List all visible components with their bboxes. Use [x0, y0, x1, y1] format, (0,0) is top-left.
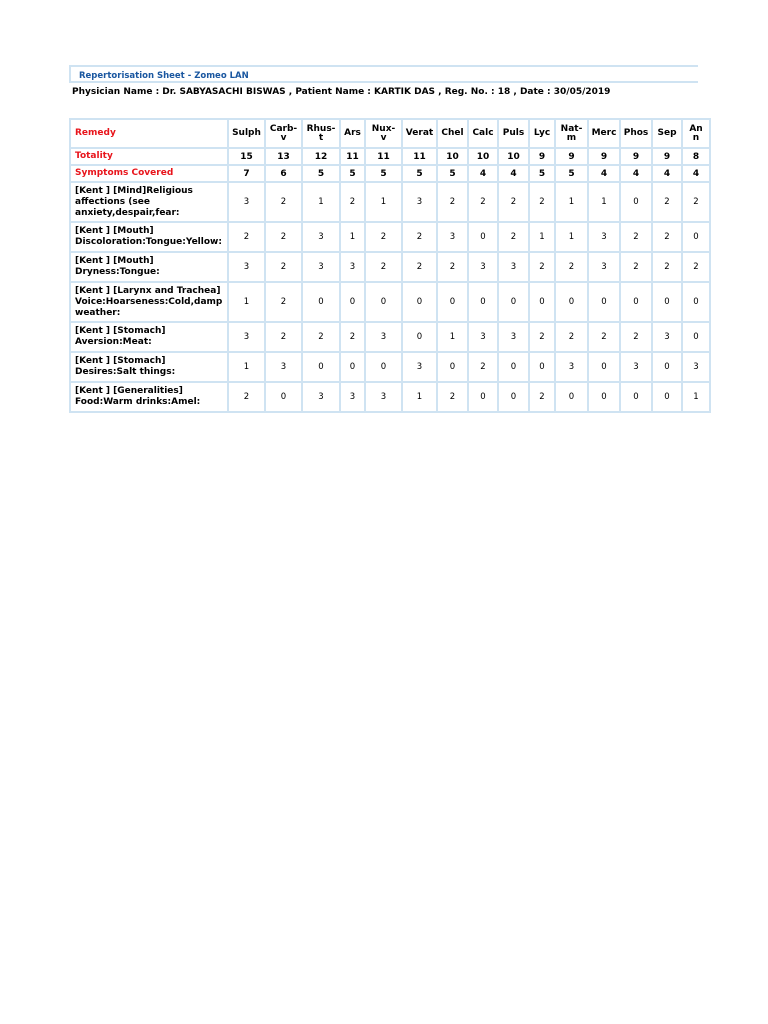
- rubric-grade: 3: [340, 382, 365, 412]
- rubric-grade: 0: [365, 282, 402, 322]
- rubric-grade: 1: [555, 182, 588, 222]
- remedy-name: [437, 119, 468, 148]
- rubric-grade: 3: [588, 252, 620, 282]
- rubric-label: [70, 252, 228, 282]
- remedy-name: [468, 119, 498, 148]
- remedy-name: [402, 119, 437, 148]
- rubric-grade: 0: [620, 182, 652, 222]
- symptoms-covered-value: 7: [228, 165, 265, 182]
- rubric-grade: 0: [620, 382, 652, 412]
- remedy-name-line: v: [280, 132, 287, 143]
- rubric-grade: 2: [402, 222, 437, 252]
- rubric-label-line: Aversion:Meat:: [75, 337, 152, 347]
- rubric-grade: 3: [468, 322, 498, 352]
- rubric-grade: 2: [529, 322, 555, 352]
- remedy-name-line: Ars: [344, 128, 361, 138]
- remedy-name: [365, 119, 402, 148]
- symptoms-covered-value: 5: [555, 165, 588, 182]
- remedy-name: [265, 119, 302, 148]
- rubric-grade: 2: [652, 182, 682, 222]
- rubric-grade: 0: [588, 382, 620, 412]
- rubric-grade: 3: [555, 352, 588, 382]
- rubric-grade: 2: [498, 222, 529, 252]
- rubric-grade: 1: [365, 182, 402, 222]
- rubric-grade: 2: [265, 282, 302, 322]
- rubric-grade: 0: [588, 352, 620, 382]
- rubric-label-line: [Kent ] [Mouth]: [75, 226, 154, 236]
- sheet-title: Repertorisation Sheet - Zomeo LAN: [69, 65, 698, 83]
- rubric-grade: 0: [652, 352, 682, 382]
- rubric-grade: 0: [555, 382, 588, 412]
- symptoms-covered-value: 5: [437, 165, 468, 182]
- rubric-grade: 0: [620, 282, 652, 322]
- rubric-grade: 2: [340, 322, 365, 352]
- rubric-grade: 2: [682, 182, 710, 222]
- rubric-grade: 0: [437, 282, 468, 322]
- rubric-grade: 1: [437, 322, 468, 352]
- rubric-grade: 0: [265, 382, 302, 412]
- repertorisation-sheet: [69, 65, 703, 413]
- rubric-grade: 1: [340, 222, 365, 252]
- remedy-name-line: v: [380, 132, 387, 143]
- rubric-grade: 1: [228, 352, 265, 382]
- totality-value: 8: [682, 148, 710, 165]
- totality-value: 11: [402, 148, 437, 165]
- rubric-grade: 2: [555, 322, 588, 352]
- rubric-label-line: [Kent ] [Mouth]: [75, 256, 154, 266]
- rubric-grade: 1: [588, 182, 620, 222]
- totality-value: 9: [555, 148, 588, 165]
- rubric-grade: 2: [265, 322, 302, 352]
- totality-value: 11: [340, 148, 365, 165]
- rubric-grade: 2: [265, 222, 302, 252]
- rubric-grade: 1: [302, 182, 340, 222]
- rubric-grade: 0: [588, 282, 620, 322]
- rubric-grade: 0: [402, 322, 437, 352]
- rubric-grade: 3: [302, 222, 340, 252]
- rubric-grade: 0: [652, 282, 682, 322]
- remedy-name-line: Merc: [591, 128, 617, 138]
- rubric-grade: 0: [468, 222, 498, 252]
- rubric-grade: 0: [652, 382, 682, 412]
- totality-value: 9: [588, 148, 620, 165]
- rubric-grade: 2: [620, 222, 652, 252]
- remedy-name-line: Verat: [405, 128, 434, 138]
- rubric-grade: 3: [265, 352, 302, 382]
- remedy-name-line: n: [692, 132, 700, 143]
- rubric-grade: 0: [402, 282, 437, 322]
- symptoms-covered-value: 4: [682, 165, 710, 182]
- remedy-name-line: m: [566, 132, 577, 143]
- totality-value: 9: [620, 148, 652, 165]
- rubric-grade: 3: [682, 352, 710, 382]
- rubric-grade: 0: [498, 282, 529, 322]
- totality-value: 10: [498, 148, 529, 165]
- rubric-grade: 0: [437, 352, 468, 382]
- rubric-grade: 2: [437, 182, 468, 222]
- rubric-grade: 1: [682, 382, 710, 412]
- rubric-grade: 2: [340, 182, 365, 222]
- rubric-grade: 0: [498, 352, 529, 382]
- remedy-name: [555, 119, 588, 148]
- remedy-name: [498, 119, 529, 148]
- remedy-name: [228, 119, 265, 148]
- rubric-grade: 2: [682, 252, 710, 282]
- symptoms-covered-value: 5: [302, 165, 340, 182]
- rubric-grade: 3: [498, 322, 529, 352]
- case-info-line: Physician Name : Dr. SABYASACHI BISWAS , Patient Name : KARTIK DAS , Reg. No. : 18 , Date : 30/05/2019: [72, 87, 611, 97]
- rubric-label-line: Discoloration:Tongue:Yellow:: [75, 237, 222, 247]
- symptoms-covered-value: 5: [529, 165, 555, 182]
- remedy-label: Remedy: [70, 119, 228, 148]
- remedy-header-row: [70, 119, 710, 148]
- rubric-grade: 2: [468, 352, 498, 382]
- rubric-grade: 2: [437, 382, 468, 412]
- symptoms-covered-value: 4: [498, 165, 529, 182]
- rubric-grade: 1: [555, 222, 588, 252]
- totality-label: Totality: [70, 148, 228, 165]
- rubric-grade: 0: [498, 382, 529, 412]
- rubric-grade: 3: [365, 382, 402, 412]
- rubric-grade: 2: [402, 252, 437, 282]
- remedy-name-line: Chel: [441, 128, 464, 138]
- rubric-grade: 2: [265, 252, 302, 282]
- totality-value: 12: [302, 148, 340, 165]
- rubric-grade: 2: [302, 322, 340, 352]
- rubric-grade: 3: [498, 252, 529, 282]
- remedy-name-line: Puls: [502, 128, 525, 138]
- rubric-grade: 1: [228, 282, 265, 322]
- remedy-name-line: Nux-: [371, 123, 396, 134]
- rubric-grade: 0: [682, 282, 710, 322]
- rubric-grade: 3: [652, 322, 682, 352]
- totality-value: 13: [265, 148, 302, 165]
- rubric-grade: 0: [682, 222, 710, 252]
- rubric-grade: 2: [365, 222, 402, 252]
- rubric-grade: 2: [588, 322, 620, 352]
- rubric-grade: 3: [402, 182, 437, 222]
- rubric-grade: 2: [228, 382, 265, 412]
- totality-value: 10: [437, 148, 468, 165]
- symptoms-covered-value: 4: [620, 165, 652, 182]
- symptoms-covered-value: 5: [340, 165, 365, 182]
- symptoms-covered-value: 5: [365, 165, 402, 182]
- repertorisation-table: [69, 118, 711, 413]
- symptoms-covered-value: 4: [652, 165, 682, 182]
- rubric-grade: 3: [302, 382, 340, 412]
- rubric-grade: 3: [437, 222, 468, 252]
- rubric-grade: 2: [365, 252, 402, 282]
- rubric-grade: 2: [437, 252, 468, 282]
- remedy-name: [620, 119, 652, 148]
- rubric-row: [70, 322, 710, 352]
- remedy-name-line: Sep: [657, 128, 677, 138]
- rubric-grade: 0: [340, 282, 365, 322]
- rubric-label: [70, 322, 228, 352]
- totality-value: 9: [652, 148, 682, 165]
- rubric-grade: 0: [468, 382, 498, 412]
- rubric-grade: 2: [652, 252, 682, 282]
- rubric-grade: 2: [468, 182, 498, 222]
- rubric-label: [70, 382, 228, 412]
- rubric-grade: 2: [529, 252, 555, 282]
- rubric-label-line: [Kent ] [Generalities]: [75, 386, 183, 396]
- remedy-name: [529, 119, 555, 148]
- symptoms-covered-value: 4: [468, 165, 498, 182]
- rubric-label-line: Food:Warm drinks:Amel:: [75, 397, 201, 407]
- remedy-name-line: An: [689, 123, 703, 134]
- totality-row: [70, 148, 710, 165]
- totality-value: 9: [529, 148, 555, 165]
- symptoms-covered-value: 4: [588, 165, 620, 182]
- rubric-label: [70, 282, 228, 322]
- rubric-label-line: Desires:Salt things:: [75, 367, 176, 377]
- totality-value: 15: [228, 148, 265, 165]
- rubric-grade: 2: [498, 182, 529, 222]
- rubric-row: [70, 252, 710, 282]
- rubric-grade: 3: [588, 222, 620, 252]
- totality-value: 10: [468, 148, 498, 165]
- rubric-label: [70, 182, 228, 222]
- rubric-label-line: affections (see: [75, 196, 150, 207]
- rubric-label-line: weather:: [75, 307, 121, 318]
- rubric-label-line: [Kent ] [Stomach]: [75, 356, 166, 366]
- rubric-label: [70, 222, 228, 252]
- remedy-name-line: Sulph: [232, 128, 261, 138]
- rubric-grade: 2: [620, 252, 652, 282]
- remedy-name: [340, 119, 365, 148]
- remedy-name: [588, 119, 620, 148]
- remedy-name: [682, 119, 710, 148]
- rubric-label-line: [Kent ] [Larynx and Trachea]: [75, 285, 221, 296]
- rubric-row: [70, 222, 710, 252]
- remedy-name-line: Rhus-: [306, 123, 336, 134]
- rubric-label-line: Voice:Hoarseness:Cold,damp: [75, 296, 223, 307]
- rubric-grade: 3: [302, 252, 340, 282]
- rubric-row: [70, 182, 710, 222]
- rubric-grade: 0: [302, 352, 340, 382]
- rubric-grade: 0: [468, 282, 498, 322]
- rubric-grade: 3: [228, 182, 265, 222]
- rubric-label: [70, 352, 228, 382]
- rubric-grade: 0: [529, 352, 555, 382]
- totality-value: 11: [365, 148, 402, 165]
- symptoms-covered-value: 5: [402, 165, 437, 182]
- rubric-grade: 0: [302, 282, 340, 322]
- remedy-name-line: Nat-: [560, 123, 583, 134]
- rubric-grade: 2: [652, 222, 682, 252]
- rubric-grade: 3: [365, 322, 402, 352]
- rubric-grade: 2: [228, 222, 265, 252]
- rubric-grade: 3: [620, 352, 652, 382]
- rubric-grade: 3: [228, 252, 265, 282]
- rubric-grade: 2: [529, 182, 555, 222]
- rubric-label-line: Dryness:Tongue:: [75, 267, 160, 277]
- rubric-grade: 3: [468, 252, 498, 282]
- rubric-row: [70, 352, 710, 382]
- rubric-grade: 1: [529, 222, 555, 252]
- rubric-grade: 3: [340, 252, 365, 282]
- rubric-grade: 2: [529, 382, 555, 412]
- rubric-label-line: anxiety,despair,fear:: [75, 207, 180, 218]
- remedy-name-line: Carb-: [269, 123, 298, 134]
- rubric-label-line: [Kent ] [Stomach]: [75, 326, 166, 336]
- symptoms-covered-value: 6: [265, 165, 302, 182]
- rubric-grade: 2: [620, 322, 652, 352]
- symptoms-covered-row: [70, 165, 710, 182]
- rubric-grade: 2: [265, 182, 302, 222]
- symptoms-covered-label: Symptoms Covered: [70, 165, 228, 182]
- remedy-name-line: t: [318, 132, 324, 143]
- rubric-grade: 0: [555, 282, 588, 322]
- remedy-name: [652, 119, 682, 148]
- rubric-grade: 3: [228, 322, 265, 352]
- rubric-row: [70, 282, 710, 322]
- remedy-name-line: Calc: [472, 128, 494, 138]
- rubric-grade: 2: [555, 252, 588, 282]
- remedy-name-line: Lyc: [533, 128, 551, 138]
- rubric-row: [70, 382, 710, 412]
- rubric-grade: 0: [340, 352, 365, 382]
- rubric-grade: 0: [365, 352, 402, 382]
- rubric-grade: 1: [402, 382, 437, 412]
- rubric-grade: 3: [402, 352, 437, 382]
- remedy-name-line: Phos: [623, 128, 649, 138]
- rubric-label-line: [Kent ] [Mind]Religious: [75, 185, 193, 196]
- rubric-grade: 0: [682, 322, 710, 352]
- rubric-grade: 0: [529, 282, 555, 322]
- remedy-name: [302, 119, 340, 148]
